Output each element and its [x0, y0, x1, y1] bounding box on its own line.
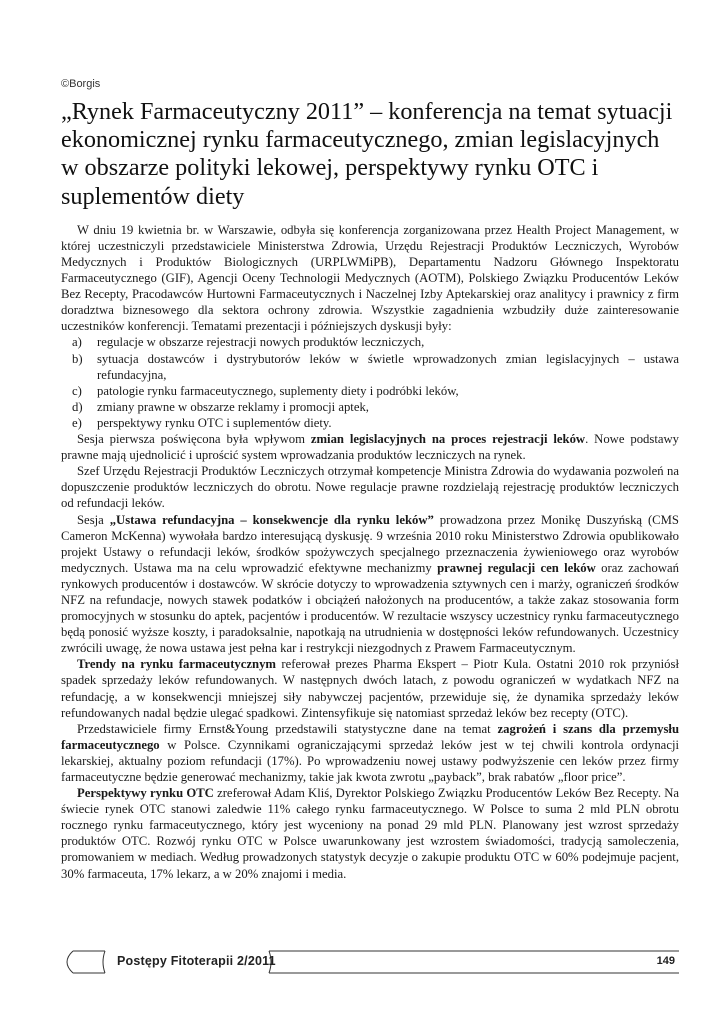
copyright-notice: ©Borgis [61, 78, 101, 90]
list-item [61, 399, 679, 415]
emphasis-text: Trendy na rynku farmaceutycznym [77, 657, 276, 672]
list-marker: e) [72, 415, 82, 430]
emphasis-text: Perspektywy rynku OTC [77, 786, 214, 801]
text-run: prowadzona przez Monikę Duszyńską (CMS Cameron McKenna) wywołała bardzo interesującą dyskusję. 9 września 2010 roku Ministerstwo Zdrowia opublikowało projekt Ustawy o refundacji leków, środków spożywczych specjalnego przeznaczenia żywieniowego oraz wyrobów medycznych. Ustawa ma na celu wprowadzić efektywne mechanizmy [61, 512, 679, 575]
article-page [61, 78, 679, 882]
article-body [61, 222, 679, 882]
emphasis-text: zmian legislacyjnych na proces rejestracji leków [310, 432, 586, 447]
journal-name: Postępy Fitoterapii 2/2011 [117, 954, 276, 968]
paragraph-otc [61, 785, 679, 882]
list-item [61, 351, 679, 383]
paragraph-office: Szef Urzędu Rejestracji Produktów Leczniczych otrzymał kompetencje Ministra Zdrowia do wydawania pozwoleń na dopuszczenie produktów leczniczych do obrotu. Nowe regulacje prawne rozdzielają rejestrację produktów leczniczych od refundacji leków. [61, 464, 679, 511]
list-item [61, 415, 679, 431]
list-marker: b) [72, 351, 83, 366]
text-run: Sesja [77, 512, 110, 527]
topics-list [61, 334, 679, 431]
list-item-text: zmiany prawne w obszarze reklamy i promocji aptek, [97, 399, 369, 414]
list-marker: d) [72, 399, 83, 414]
text-run: oraz zachowań rynkowych producentów i dostawców. W skrócie dotyczy to wprowadzenia sztywnych cen i marży, ograniczeń środków NFZ na refundacje, nowych stawek podatków i obciążeń nałożonych na producentów, a także zakaz stosowania form promocyjnych w stosunku do aptek, pacjentów i producentów. W rezultacie wszyscy uczestnicy rynku farmaceutycznego będą ponosić wyższe koszty, i paradoksalnie, napotkają na utrudnienia w dostępności leków refundowanych. Uczestnicy zwrócili uwagę, że nowa ustawa jest pełna kar i restrykcji niezgodnych z Prawem Farmaceutycznym. [61, 560, 679, 656]
list-item-text: patologie rynku farmaceutycznego, suplementy diety i podróbki leków, [97, 383, 459, 398]
paragraph-reimbursement [61, 512, 679, 657]
text-run: Przedstawiciele firmy Ernst&Young przedstawili statystyczne dane na temat [77, 721, 498, 736]
list-item-text: sytuacja dostawców i dystrybutorów leków w świetle wprowadzonych zmian legislacyjnych – ustawa refundacyjna, [97, 351, 679, 382]
emphasis-text: prawnej regulacji cen leków [437, 560, 596, 575]
page-number: 149 [656, 955, 675, 967]
list-item-text: regulacje w obszarze rejestracji nowych produktów leczniczych, [97, 335, 425, 350]
paragraph-registration [61, 431, 679, 463]
text-run: referował prezes Pharma Ekspert – Piotr Kula. Ostatni 2010 rok przyniósł spadek sprzedaży leków refundowanych. W następnych dwóch latach, z powodu ograniczeń w wydatkach NFZ na refundację, a w konsekwencji mniejszej siły nabywczej pacjentów, przewiduje się, że dynamika sprzedaży leków refundowanych nadal będzie ulegać spadkowi. Zintensyfikuje się natomiast sprzedaż leków bez recepty (OTC). [61, 657, 679, 720]
list-item [61, 383, 679, 399]
text-run: zreferował Adam Kliś, Dyrektor Polskiego Związku Producentów Leków Bez Recepty. Na świecie rynek OTC stanowi zaledwie 11% całego rynku farmaceutycznego. W Polsce to suma 2 mld PLN obrotu rocznego rynku farmaceutycznego, który jest wyceniony na ponad 29 mld PLN. Planowany jest wzrost sprzedaży produktów OTC. Rozwój rynku OTC w Polsce uwarunkowany jest wzrostem świadomości, tradycją samoleczenia, promowaniem w mediach. Według prowadzonych statystyk decyzje o zakupie produktu OTC w 60% podejmuje pacjent, 30% farmaceuta, 17% lekarz, a w 20% znajomi i media. [61, 786, 680, 881]
list-item-text: perspektywy rynku OTC i suplementów diety. [97, 415, 332, 430]
text-run: w Polsce. Czynnikami ograniczającymi sprzedaż leków jest w tej chwili kontrola ordynacji lekarskiej, aktualny poziom refundacji (17%). Po wprowadzeniu nowej ustawy podwyższenie cen leków przez firmy farmaceutyczne będzie generować mechanizmy, takie jak kwota zwrotu „payback”, brak rabatów „floor price”. [61, 737, 679, 784]
page-footer [61, 948, 679, 976]
text-run: Sesja pierwsza poświęcona była wpływom [77, 432, 311, 447]
paragraph-threats [61, 721, 679, 785]
article-title: „Rynek Farmaceutyczny 2011” – konferencja na temat sytuacji ekonomicznej rynku farmaceutycznego, zmian legislacyjnych w obszarze polityki lekowej, perspektywy rynku OTC i suplementów diety [61, 98, 673, 210]
list-item [61, 334, 679, 350]
emphasis-text: zagrożeń i szans dla przemysłu farmaceutycznego [61, 721, 679, 752]
intro-paragraph: W dniu 19 kwietnia br. w Warszawie, odbyła się konferencja zorganizowana przez Health Project Management, w której uczestniczyli przedstawiciele Ministerstwa Zdrowia, Urzędu Rejestracji Produktów Leczniczych, Wyrobów Medycznych i Produktów Biologicznych (URPLWMiPB), Departamentu Nadzoru Głównego Inspektoratu Farmaceutycznego (GIF), Agencji Oceny Technologii Medycznych (AOTM), Polskiego Związku Producentów Leków Bez Recepty, Pracodawców Hurtowni Farmaceutycznych i Naczelnej Izby Aptekarskiej oraz analitycy i prawnicy z firm doradztwa biznesowego dla sektora ochrony zdrowia. Wszystkie zagadnienia wzbudziły duże zainteresowanie uczestników konferencji. Tematami prezentacji i późniejszych dyskusji były: [61, 222, 679, 334]
list-marker: c) [72, 383, 82, 398]
list-marker: a) [72, 335, 82, 350]
emphasis-text: „Ustawa refundacyjna – konsekwencje dla rynku leków” [109, 512, 434, 527]
paragraph-trends [61, 656, 679, 720]
text-run: . Nowe podstawy prawne mają ujednolicić i uprościć system wprowadzania produktów leczniczych na rynek. [61, 432, 680, 463]
